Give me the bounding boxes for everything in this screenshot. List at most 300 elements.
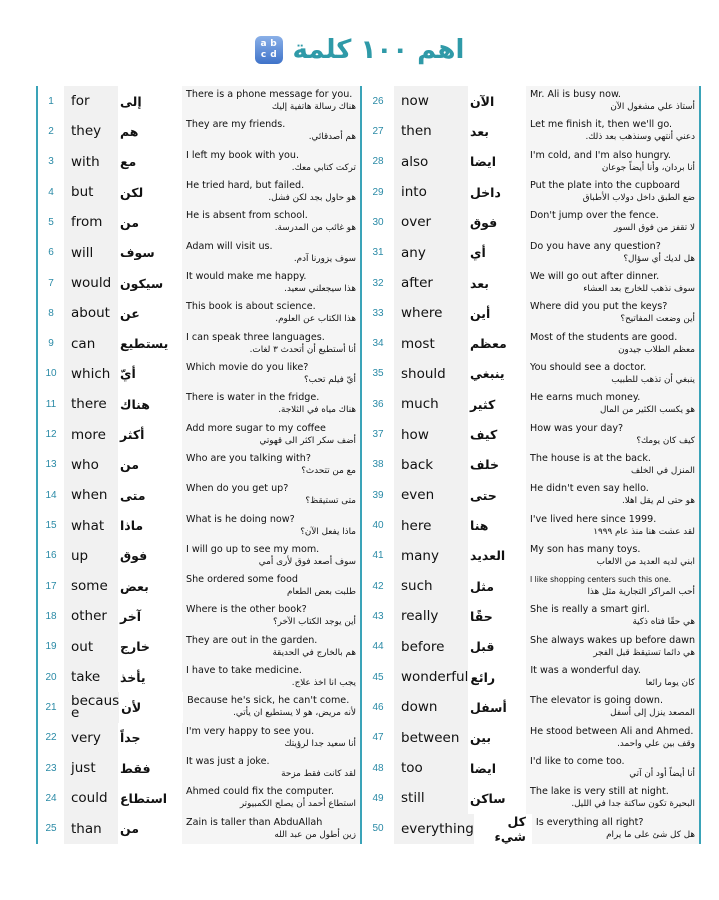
example-english: This book is about science.: [186, 301, 316, 313]
arabic-word: كثير: [470, 396, 496, 412]
english-word: down: [394, 692, 468, 722]
table-row: [362, 541, 699, 571]
example-sentence: [526, 268, 699, 298]
example-english: I've lived here since 1999.: [530, 513, 657, 525]
example-english: Don't jump over the fence.: [530, 210, 659, 222]
table-row: [362, 298, 699, 328]
row-number: 13: [45, 459, 57, 471]
table-row: [362, 116, 699, 146]
row-number: 32: [372, 277, 384, 289]
arabic-word: عن: [120, 305, 140, 321]
example-english: It was just a joke.: [186, 756, 270, 768]
row-number: 6: [48, 247, 54, 259]
row-number: 7: [48, 277, 54, 289]
example-sentence: [182, 783, 360, 813]
example-arabic: أنا أيضاً أود أن آتي: [629, 769, 695, 780]
example-english: How was your day?: [530, 422, 624, 434]
example-sentence: [182, 268, 360, 298]
english-word: should: [394, 359, 468, 389]
example-sentence: [182, 207, 360, 237]
table-row: [38, 298, 360, 328]
english-word: after: [394, 268, 468, 298]
example-arabic: ابني لديه العديد من الالعاب: [596, 556, 695, 567]
english-word: what: [64, 510, 118, 540]
row-number: 20: [45, 671, 57, 683]
arabic-word: رائع: [470, 669, 496, 685]
example-sentence: [182, 329, 360, 359]
table-row: [38, 541, 360, 571]
example-sentence: [526, 601, 699, 631]
row-number: 43: [372, 610, 384, 622]
example-sentence: [526, 207, 699, 237]
example-arabic: مع من تتحدث؟: [301, 465, 356, 476]
example-arabic: كيف كان يومك؟: [636, 435, 695, 446]
arabic-word: كل شيء: [494, 813, 526, 844]
example-english: Adam will visit us.: [186, 240, 273, 252]
row-number: 48: [372, 762, 384, 774]
arabic-word: سيكون: [120, 275, 164, 291]
example-arabic: كان يوما رائعا: [645, 678, 695, 689]
english-word: becaus e: [64, 692, 119, 722]
example-arabic: أحب المراكز التجارية مثل هذا: [587, 587, 695, 598]
arabic-word: من: [120, 457, 139, 473]
table-row: [362, 177, 699, 207]
row-number: 8: [48, 307, 54, 319]
example-sentence: [182, 480, 360, 510]
arabic-word: هم: [120, 123, 139, 139]
row-number: 9: [48, 338, 54, 350]
row-number: 37: [372, 429, 384, 441]
example-sentence: [183, 692, 360, 722]
row-number: 18: [45, 610, 57, 622]
table-row: [38, 480, 360, 510]
arabic-word: هناك: [120, 396, 150, 412]
example-arabic: أيّ فيلم تحب؟: [304, 374, 356, 385]
arabic-word: آخر: [120, 608, 142, 624]
example-english: The lake is very still at night.: [530, 786, 669, 798]
example-sentence: [526, 419, 699, 449]
english-word: from: [64, 207, 118, 237]
example-sentence: [526, 86, 699, 116]
english-word: back: [394, 450, 468, 480]
example-sentence: [526, 147, 699, 177]
example-arabic: أين وضعت المفاتيح؟: [620, 314, 695, 325]
arabic-word: بعد: [470, 275, 489, 291]
table-row: [362, 147, 699, 177]
row-number: 11: [45, 398, 57, 410]
example-arabic: دعني أنتهي وسنذهب بعد ذلك.: [585, 132, 695, 143]
example-english: Ahmed could fix the computer.: [186, 786, 335, 798]
table-row: [362, 389, 699, 419]
example-arabic: أستاذ علي مشغول الآن: [610, 102, 695, 113]
arabic-word: فوق: [120, 548, 148, 564]
example-english: There is a phone message for you.: [186, 89, 353, 101]
example-english: I'm very happy to see you.: [186, 725, 315, 737]
page-header: [0, 30, 719, 70]
table-row: [38, 207, 360, 237]
table-row: [38, 116, 360, 146]
arabic-word: استطاع: [120, 790, 168, 806]
table-row: [38, 419, 360, 449]
english-word: out: [64, 632, 118, 662]
icon-glyph: b: [270, 39, 277, 49]
example-sentence: [526, 510, 699, 540]
example-english: We will go out after dinner.: [530, 271, 660, 283]
arabic-word: ايضا: [470, 154, 496, 170]
table-row: [38, 814, 360, 844]
example-arabic: هو حاول بجد لكن فشل.: [268, 193, 356, 204]
example-english: I will go up to see my mom.: [186, 543, 320, 555]
example-english: Put the plate into the cupboard: [530, 180, 681, 192]
english-word: up: [64, 541, 118, 571]
arabic-word: داخل: [470, 184, 501, 200]
example-sentence: [182, 359, 360, 389]
table-row: [38, 601, 360, 631]
table-row: [362, 480, 699, 510]
example-sentence: [182, 571, 360, 601]
english-word: then: [394, 116, 468, 146]
table-row: [362, 268, 699, 298]
english-word: such: [394, 571, 468, 601]
english-word: many: [394, 541, 468, 571]
table-row: [362, 329, 699, 359]
arabic-word: حتى: [470, 487, 497, 503]
example-arabic: لقد عشت هنا منذ عام ١٩٩٩: [593, 526, 695, 537]
table-row: [38, 632, 360, 662]
arabic-word: كيف: [470, 427, 498, 443]
table-row: [362, 419, 699, 449]
arabic-word: ايضا: [470, 760, 496, 776]
example-english: It was a wonderful day.: [530, 665, 641, 677]
example-arabic: أضف سكر اكثر الى قهوتي: [259, 435, 356, 446]
table-row: [38, 329, 360, 359]
example-arabic: هذا الكتاب عن العلوم.: [275, 314, 356, 325]
arabic-word: يأخذ: [120, 669, 146, 685]
english-word: even: [394, 480, 468, 510]
row-number: 5: [48, 216, 54, 228]
example-sentence: [182, 419, 360, 449]
english-word: also: [394, 147, 468, 177]
example-english: There is water in the fridge.: [186, 392, 320, 404]
example-arabic: استطاع أحمد أن يصلح الكمبيوتر: [239, 799, 356, 810]
example-sentence: [182, 541, 360, 571]
arabic-word: بين: [470, 730, 492, 746]
icon-glyph: a: [260, 39, 267, 49]
example-arabic: أنا بردان، وأنا أيضاً جوعان: [601, 162, 695, 173]
example-english: Is everything all right?: [535, 816, 644, 828]
example-english: He earns much money.: [530, 392, 641, 404]
english-word: too: [394, 753, 468, 783]
row-number: 34: [372, 338, 384, 350]
arabic-word: من: [120, 821, 139, 837]
english-word: here: [394, 510, 468, 540]
icon-glyph: d: [270, 50, 277, 60]
row-number: 38: [372, 459, 384, 471]
row-number: 30: [372, 216, 384, 228]
example-english: Which movie do you like?: [186, 361, 309, 373]
example-arabic: لا تقفز من فوق السور: [613, 223, 695, 234]
row-number: 42: [372, 580, 384, 592]
example-arabic: المصعد ينزل إلى أسفل: [610, 708, 695, 719]
english-word: they: [64, 116, 118, 146]
english-word: will: [64, 238, 118, 268]
arabic-word: فقط: [120, 760, 151, 776]
english-word: would: [64, 268, 118, 298]
example-arabic: متى تستيقظ؟: [305, 496, 356, 507]
example-sentence: [182, 814, 360, 844]
example-arabic: هو يكسب الكثير من المال: [600, 405, 695, 416]
example-english: He stood between Ali and Ahmed.: [530, 725, 694, 737]
table-row: [362, 723, 699, 753]
example-english: Where did you put the keys?: [530, 301, 668, 313]
table-row: [38, 177, 360, 207]
example-arabic: لقد كانت فقط مزحة: [281, 769, 356, 780]
example-arabic: هل لديك أي سؤال؟: [623, 253, 695, 264]
example-arabic: هم أصدقائي.: [308, 132, 356, 143]
row-number: 46: [372, 701, 384, 713]
arabic-word: فوق: [470, 214, 498, 230]
example-arabic: هو حتى لم يقل اهلا.: [621, 496, 695, 507]
example-english: He is absent from school.: [186, 210, 308, 222]
example-arabic: وقف بين علي واحمد.: [617, 738, 695, 749]
table-row: [362, 238, 699, 268]
example-english: My son has many toys.: [530, 543, 641, 555]
english-word: with: [64, 147, 118, 177]
table-row: [38, 359, 360, 389]
example-arabic: لأنه مريض، هو لا يستطيع ان يأتي.: [233, 708, 356, 719]
row-number: 22: [45, 732, 57, 744]
example-english: What is he doing now?: [186, 513, 295, 525]
example-english: I'm cold, and I'm also hungry.: [530, 149, 671, 161]
arabic-word: بعد: [470, 123, 489, 139]
english-word: for: [64, 86, 118, 116]
example-english: Mr. Ali is busy now.: [530, 89, 621, 101]
arabic-word: من: [120, 214, 139, 230]
english-word: much: [394, 389, 468, 419]
table-row: [362, 86, 699, 116]
row-number: 45: [372, 671, 384, 683]
example-sentence: [182, 116, 360, 146]
example-arabic: هي دائما تستيقظ قبل الفجر: [593, 647, 695, 658]
example-arabic: تركت كتابي معك.: [291, 162, 356, 173]
english-word: could: [64, 783, 118, 813]
table-row: [38, 450, 360, 480]
row-number: 2: [48, 125, 54, 137]
row-number: 50: [372, 823, 384, 835]
english-word: into: [394, 177, 468, 207]
example-sentence: [182, 389, 360, 419]
table-row: [38, 268, 360, 298]
example-english: Because he's sick, he can't come.: [187, 695, 350, 707]
vocabulary-table: [36, 86, 701, 844]
table-row: [362, 207, 699, 237]
english-word: wonderful: [394, 662, 468, 692]
table-border-right: [699, 86, 701, 844]
english-word: but: [64, 177, 118, 207]
example-sentence: [182, 632, 360, 662]
example-english: The elevator is going down.: [530, 695, 664, 707]
example-english: Most of the students are good.: [530, 331, 678, 343]
table-row: [38, 783, 360, 813]
example-english: You should see a doctor.: [530, 361, 647, 373]
example-sentence: [526, 116, 699, 146]
arabic-word: سوف: [120, 245, 155, 261]
english-word: there: [64, 389, 118, 419]
table-row: [38, 662, 360, 692]
table-row: [38, 692, 360, 722]
example-sentence: [526, 238, 699, 268]
arabic-word: أين: [470, 305, 491, 321]
example-arabic: زين أطول من عبد الله: [274, 829, 356, 840]
example-sentence: [182, 723, 360, 753]
arabic-word: يستطيع: [120, 336, 169, 352]
word-column-right: [362, 86, 699, 844]
row-number: 21: [45, 701, 57, 713]
example-sentence: [526, 723, 699, 753]
arabic-word: بعض: [120, 578, 149, 594]
row-number: 29: [372, 186, 384, 198]
english-word: more: [64, 419, 118, 449]
english-word: really: [394, 601, 468, 631]
example-english: I'd like to come too.: [530, 756, 625, 768]
arabic-word: خارج: [120, 639, 150, 655]
table-row: [38, 510, 360, 540]
example-english: I like shopping centers such this one.: [530, 575, 672, 585]
arabic-word: لأن: [121, 699, 142, 715]
example-arabic: ضع الطبق داخل دولاب الأطباق: [582, 193, 695, 204]
english-word: everything: [394, 814, 474, 844]
example-arabic: أنا سعيد جدا لرؤيتك: [284, 738, 356, 749]
row-number: 1: [48, 95, 54, 107]
english-word: some: [64, 571, 118, 601]
example-sentence: [526, 298, 699, 328]
example-arabic: طلبت بعض الطعام: [287, 587, 356, 598]
example-arabic: المنزل في الخلف: [630, 465, 695, 476]
table-row: [362, 783, 699, 813]
example-english: Let me finish it, then we'll go.: [530, 119, 673, 131]
row-number: 10: [45, 368, 57, 380]
english-word: other: [64, 601, 118, 631]
row-number: 40: [372, 520, 384, 532]
row-number: 39: [372, 489, 384, 501]
table-row: [38, 147, 360, 177]
example-sentence: [182, 753, 360, 783]
row-number: 4: [48, 186, 54, 198]
arabic-word: لكن: [120, 184, 144, 200]
english-word: now: [394, 86, 468, 116]
arabic-word: العديد: [470, 548, 506, 564]
table-row: [38, 86, 360, 116]
english-word: about: [64, 298, 118, 328]
english-word: who: [64, 450, 118, 480]
example-sentence: [526, 359, 699, 389]
english-word: which: [64, 359, 118, 389]
row-number: 44: [372, 641, 384, 653]
row-number: 41: [372, 550, 384, 562]
english-word: very: [64, 723, 118, 753]
example-sentence: [182, 298, 360, 328]
example-sentence: [182, 510, 360, 540]
table-row: [362, 753, 699, 783]
row-number: 16: [45, 550, 57, 562]
example-arabic: هناك مياه في الثلاجة.: [278, 405, 356, 416]
example-arabic: هل كل شئ على ما يرام: [606, 829, 695, 840]
example-sentence: [532, 814, 699, 844]
table-row: [362, 450, 699, 480]
row-number: 31: [372, 247, 384, 259]
example-english: They are out in the garden.: [186, 634, 318, 646]
table-row: [362, 510, 699, 540]
example-english: I have to take medicine.: [186, 665, 302, 677]
abcd-icon: [255, 36, 283, 64]
row-number: 3: [48, 156, 54, 168]
example-arabic: سوف نذهب للخارج بعد العشاء: [583, 284, 695, 295]
row-number: 36: [372, 398, 384, 410]
example-sentence: [526, 783, 699, 813]
row-number: 12: [45, 429, 57, 441]
example-sentence: [182, 86, 360, 116]
example-arabic: هم بالخارج في الحديقة: [272, 647, 356, 658]
example-sentence: [526, 329, 699, 359]
example-sentence: [182, 601, 360, 631]
example-english: It would make me happy.: [186, 271, 307, 283]
example-arabic: هذا سيجعلني سعيد.: [284, 284, 356, 295]
example-sentence: [526, 480, 699, 510]
arabic-word: جداً: [120, 730, 141, 746]
example-english: They are my friends.: [186, 119, 286, 131]
example-english: The house is at the back.: [530, 452, 651, 464]
row-number: 35: [372, 368, 384, 380]
english-word: any: [394, 238, 468, 268]
example-arabic: البحيرة تكون ساكنة جدا في الليل.: [571, 799, 695, 810]
example-arabic: هو غائب من المدرسة.: [274, 223, 356, 234]
example-english: She is really a smart girl.: [530, 604, 650, 616]
arabic-word: إلى: [120, 93, 142, 109]
english-word: take: [64, 662, 118, 692]
row-number: 25: [45, 823, 57, 835]
english-word: just: [64, 753, 118, 783]
arabic-word: أيّ: [120, 366, 136, 382]
row-number: 17: [45, 580, 57, 592]
example-arabic: ينبغي أن تذهب للطبيب: [611, 374, 695, 385]
example-sentence: [526, 177, 699, 207]
arabic-word: ماذا: [120, 518, 144, 534]
example-sentence: [526, 450, 699, 480]
arabic-word: مع: [120, 154, 137, 170]
english-word: than: [64, 814, 118, 844]
arabic-word: متى: [120, 487, 146, 503]
example-english: He didn't even say hello.: [530, 483, 649, 495]
english-word: before: [394, 632, 468, 662]
example-sentence: [526, 662, 699, 692]
table-row: [362, 662, 699, 692]
row-number: 14: [45, 489, 57, 501]
table-row: [38, 753, 360, 783]
arabic-word: ساكن: [470, 790, 506, 806]
english-word: still: [394, 783, 468, 813]
example-english: Where is the other book?: [186, 604, 307, 616]
arabic-word: أسفل: [470, 699, 507, 715]
example-sentence: [182, 147, 360, 177]
example-english: He tried hard, but failed.: [186, 180, 305, 192]
row-number: 27: [372, 125, 384, 137]
arabic-word: قبل: [470, 639, 495, 655]
english-word: how: [394, 419, 468, 449]
example-sentence: [526, 389, 699, 419]
row-number: 33: [372, 307, 384, 319]
table-row: [38, 389, 360, 419]
example-arabic: هناك رسالة هاتفية إليك: [271, 102, 356, 113]
